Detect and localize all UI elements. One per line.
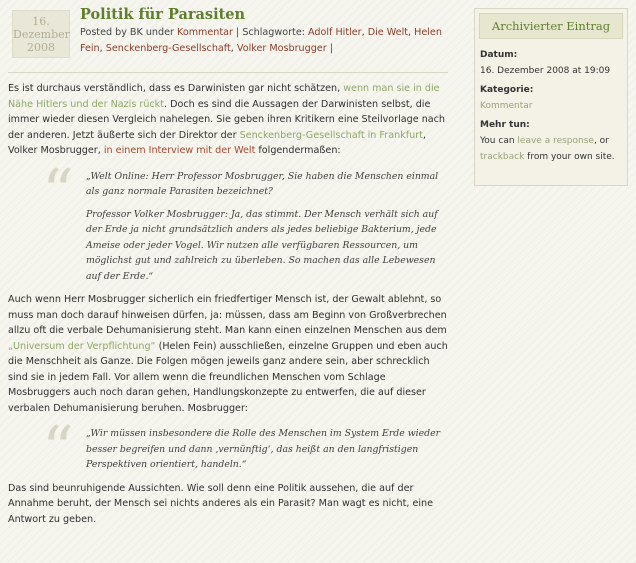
paragraph-text: . Doch es sind die Aussagen der Darwinisten selbst, die immer wieder diesen Vergleich nahelegen. Sie geben ihren Kritikern eine Steilvorlage nach der anderen. Jetzt äußerte sich der Direktor der [8, 98, 446, 141]
tag-link-helen-fein[interactable]: Helen Fein [80, 27, 442, 54]
blockquote-2 [8, 412, 450, 485]
category-label: Kategorie: [480, 85, 534, 95]
leave-response-link[interactable]: leave a response [517, 136, 594, 146]
paragraph-1 [8, 81, 450, 159]
paragraph-2 [8, 292, 450, 416]
date-value: 16. Dezember 2008 at 19:09 [480, 66, 611, 76]
tag-link-die-welt[interactable]: Die Welt [367, 27, 409, 38]
post-date-month: Dezember [13, 28, 70, 41]
sidebar-category-link[interactable]: Kommentar [480, 101, 533, 111]
link-hitler-nazis[interactable]: wenn man sie in die Nähe Hitlers und der Nazis rückt [8, 83, 440, 110]
trackback-link[interactable]: trackback [480, 152, 525, 162]
paragraph-text: Auch wenn Herr Mosbrugger sicherlich ein friedfertiger Mensch ist, der Gewalt ablehnt, so muss man doch darauf hinweisen dürfen, ja: müssen, dass am Beginn von Großverbrechen allzu oft die verbale Dehumanisierung steht. Man kann einen einzelnen Menschen aus dem [8, 294, 447, 336]
paragraph-text: (Helen Fein) ausschließen, einzelne Gruppen und eben auch die Menschheit als Ganze. Die Folgen mögen jeweils ganz andere sein, aber schrecklich sind sie in jedem Fall. Vor allem wenn die freundlichen Menschen vom Schlage Mosbruggers auch noch daran gehen, Handlungskonzepte zu entwerfen, die auf dieser verbalen Dehumanisierung beruhen. Mosbrugger: [8, 340, 448, 414]
blockquote-1 [8, 154, 450, 285]
paragraph-text: folgendermaßen: [258, 145, 341, 156]
post-date-day: 16. [32, 15, 50, 28]
paragraph-text: , Volker Mosbrugger, [8, 129, 426, 156]
meta-suffix: | [329, 43, 333, 54]
tag-separator: , [99, 43, 103, 54]
quote-paragraph: Professor Volker Mosbrugger: Ja, das stimmt. Der Mensch verhält sich auf der Erde ja nicht grundsätzlich anders als jedes beliebige Bakterium, jede Ameise oder jeder Vogel. Wir nutzen alle verfügbaren Ressourcen, um möglichst gut und zahlreich zu überleben. So machen das alle Lebewesen auf der Erde.“ [86, 208, 438, 282]
meta-prefix: Posted by BK under [80, 27, 174, 38]
tag-link-volker-mosbrugger[interactable]: Volker Mosbrugger [236, 43, 327, 54]
quote-mark-icon: “ [42, 412, 74, 485]
post-content [8, 81, 450, 534]
tag-separator: , [408, 27, 412, 38]
category-link[interactable]: Kommentar [177, 27, 233, 38]
paragraph-3: Das sind beunruhigende Aussichten. Wie soll denn eine Politik aussehen, die auf der Annahme beruht, der Mensch sei nichts anderes als ein Parasit? Man wagt es nicht, eine Antwort zu geben. [8, 482, 434, 525]
more-text-part: You can [480, 136, 515, 146]
link-senckenberg[interactable]: Senckenberg-Gesellschaft in Frankfurt [239, 129, 423, 141]
link-interview-welt[interactable]: in einem Interview mit der Welt [103, 145, 256, 156]
post-title[interactable]: Politik für Parasiten [80, 6, 246, 23]
quote-paragraph: „Welt Online: Herr Professor Mosbrugger, Sie haben die Menschen einmal als ganz normale Parasiten bezeichnet? [86, 170, 439, 197]
link-universum[interactable]: „Universum der Verpflichtung“ [8, 340, 156, 352]
more-text-part: , or [593, 136, 609, 146]
tag-separator: , [230, 43, 234, 54]
sidebar-heading: Archivierter Eintrag [479, 13, 623, 39]
tag-link-adolf-hitler[interactable]: Adolf Hitler [308, 27, 362, 38]
archive-sidebar [474, 8, 628, 186]
title-divider [8, 72, 448, 73]
tag-link-senckenberg[interactable]: Senckenberg-Gesellschaft [105, 43, 231, 54]
quote-mark-icon: “ [42, 154, 74, 228]
post-date-box [12, 10, 70, 58]
date-label: Datum: [480, 50, 518, 60]
more-text [480, 133, 622, 165]
tag-separator: , [361, 27, 365, 38]
tags-label: | Schlagworte: [236, 27, 305, 38]
more-text-part: from your own site. [527, 152, 615, 162]
more-label: Mehr tun: [480, 120, 530, 130]
post-date-year: 2008 [27, 41, 55, 54]
post-meta [80, 25, 450, 57]
quote-paragraph: „Wir müssen insbesondere die Rolle des Menschen im System Erde wieder besser begreifen und dann ‚vernünftig‘, das heißt an den langfristigen Perspektiven orientiert, handeln.“ [86, 428, 441, 470]
paragraph-text: Es ist durchaus verständlich, dass es Darwinisten gar nicht schätzen, [8, 83, 341, 94]
